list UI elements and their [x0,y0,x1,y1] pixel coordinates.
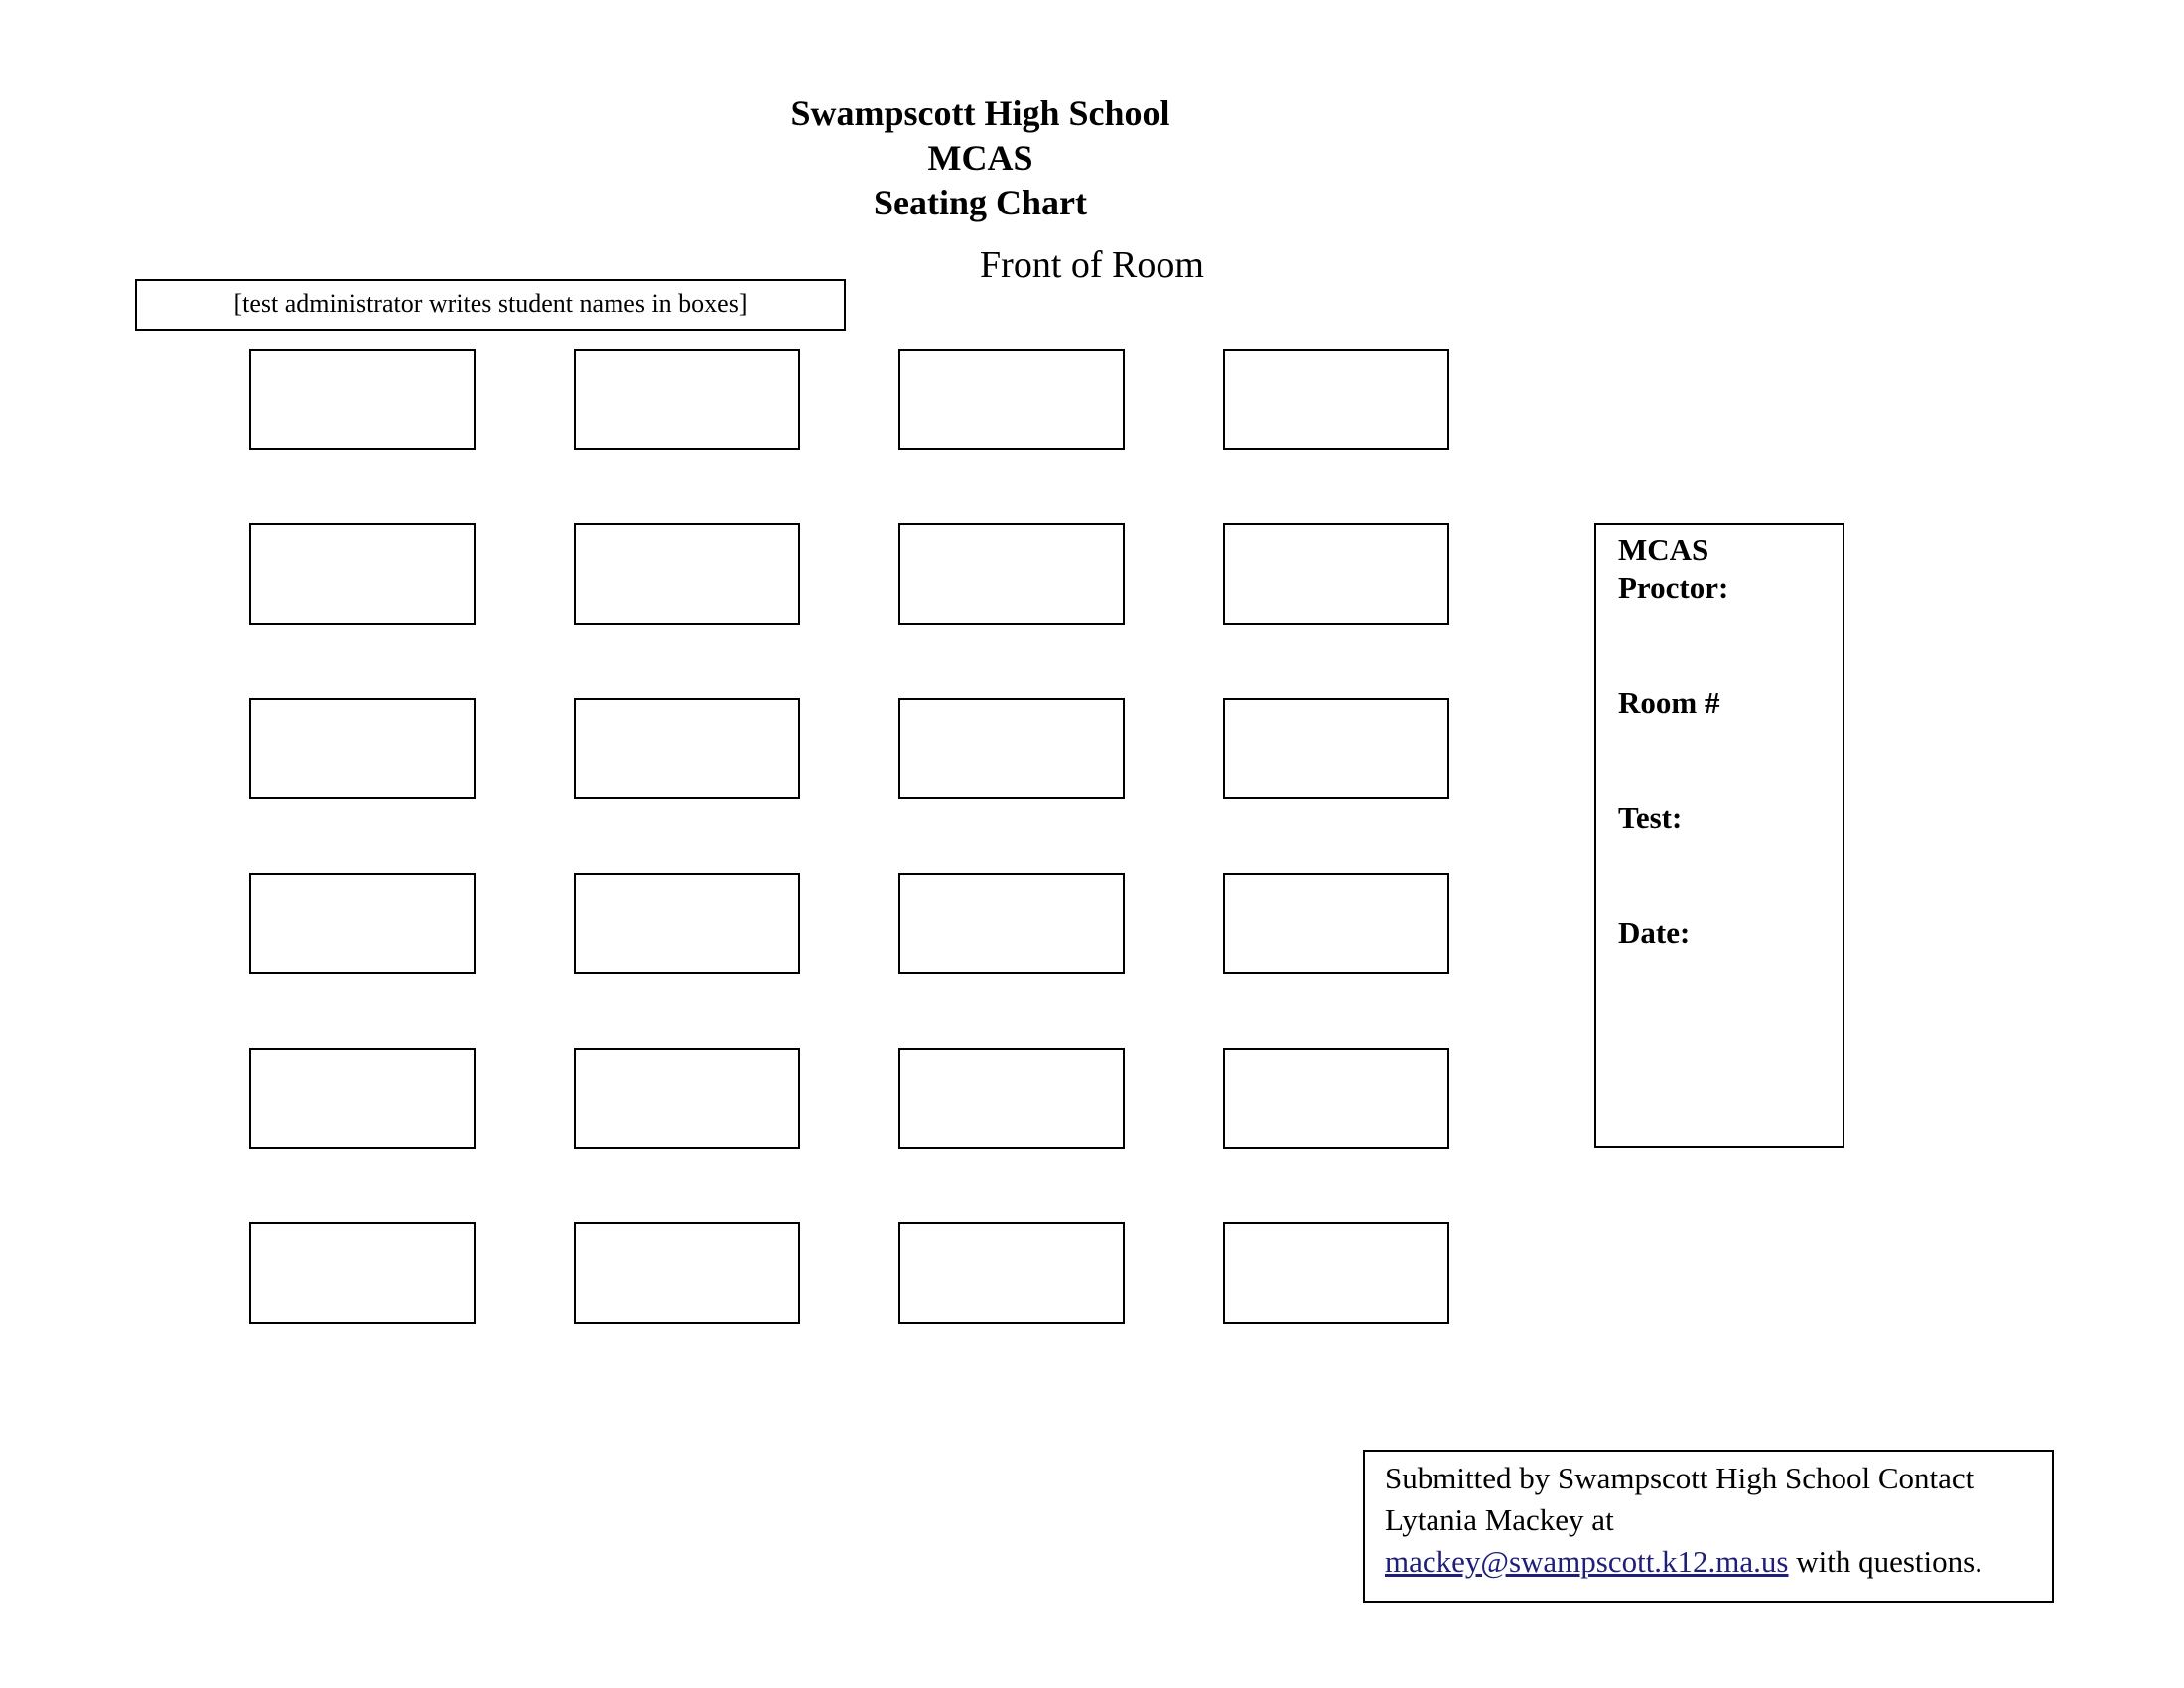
seat-box-r1-c2[interactable] [574,349,800,450]
test-name: MCAS [927,138,1033,178]
chart-title: Seating Chart [874,183,1087,222]
seat-box-r1-c4[interactable] [1223,349,1449,450]
contact-line-3 [1385,1541,2032,1583]
contact-line-2 [1385,1499,2032,1541]
seat-box-r2-c1[interactable] [249,523,476,625]
seat-box-r6-c4[interactable] [1223,1222,1449,1324]
seat-box-r6-c1[interactable] [249,1222,476,1324]
contact-suffix: with questions. [1796,1544,1982,1579]
seat-box-r4-c2[interactable] [574,873,800,974]
seat-box-r5-c2[interactable] [574,1048,800,1149]
seat-box-r3-c3[interactable] [898,698,1125,799]
seat-box-r3-c2[interactable] [574,698,800,799]
contact-box [1363,1450,2054,1603]
instruction-box: [test administrator writes student names in boxes] [135,279,846,331]
seat-box-r6-c3[interactable] [898,1222,1125,1324]
seat-box-r2-c3[interactable] [898,523,1125,625]
proctor-label-line2: Proctor: [1618,570,1729,605]
seat-box-r5-c4[interactable] [1223,1048,1449,1149]
document-header [0,91,2184,225]
seat-box-r5-c3[interactable] [898,1048,1125,1149]
contact-name-text: Lytania Mackey at [1385,1502,1614,1537]
contact-line-1: Submitted by Swampscott High School Contact [1385,1461,1975,1495]
seat-box-r4-c1[interactable] [249,873,476,974]
seat-box-r5-c1[interactable] [249,1048,476,1149]
seat-box-r6-c2[interactable] [574,1222,800,1324]
contact-email-link[interactable]: mackey@swampscott.k12.ma.us [1385,1544,1789,1579]
seat-box-r3-c4[interactable] [1223,698,1449,799]
room-label: Room # [1618,685,1720,720]
seat-box-r4-c3[interactable] [898,873,1125,974]
seat-box-r1-c1[interactable] [249,349,476,450]
proctor-label-line1: MCAS [1618,532,1709,567]
proctor-info-box [1594,523,1844,1148]
seat-box-r3-c1[interactable] [249,698,476,799]
seat-box-r2-c2[interactable] [574,523,800,625]
seat-box-r1-c3[interactable] [898,349,1125,450]
date-label: Date: [1618,915,1691,950]
test-label: Test: [1618,800,1683,835]
seat-box-r4-c4[interactable] [1223,873,1449,974]
front-of-room-label: Front of Room [980,244,1204,286]
seat-box-r2-c4[interactable] [1223,523,1449,625]
school-name: Swampscott High School [790,93,1170,133]
